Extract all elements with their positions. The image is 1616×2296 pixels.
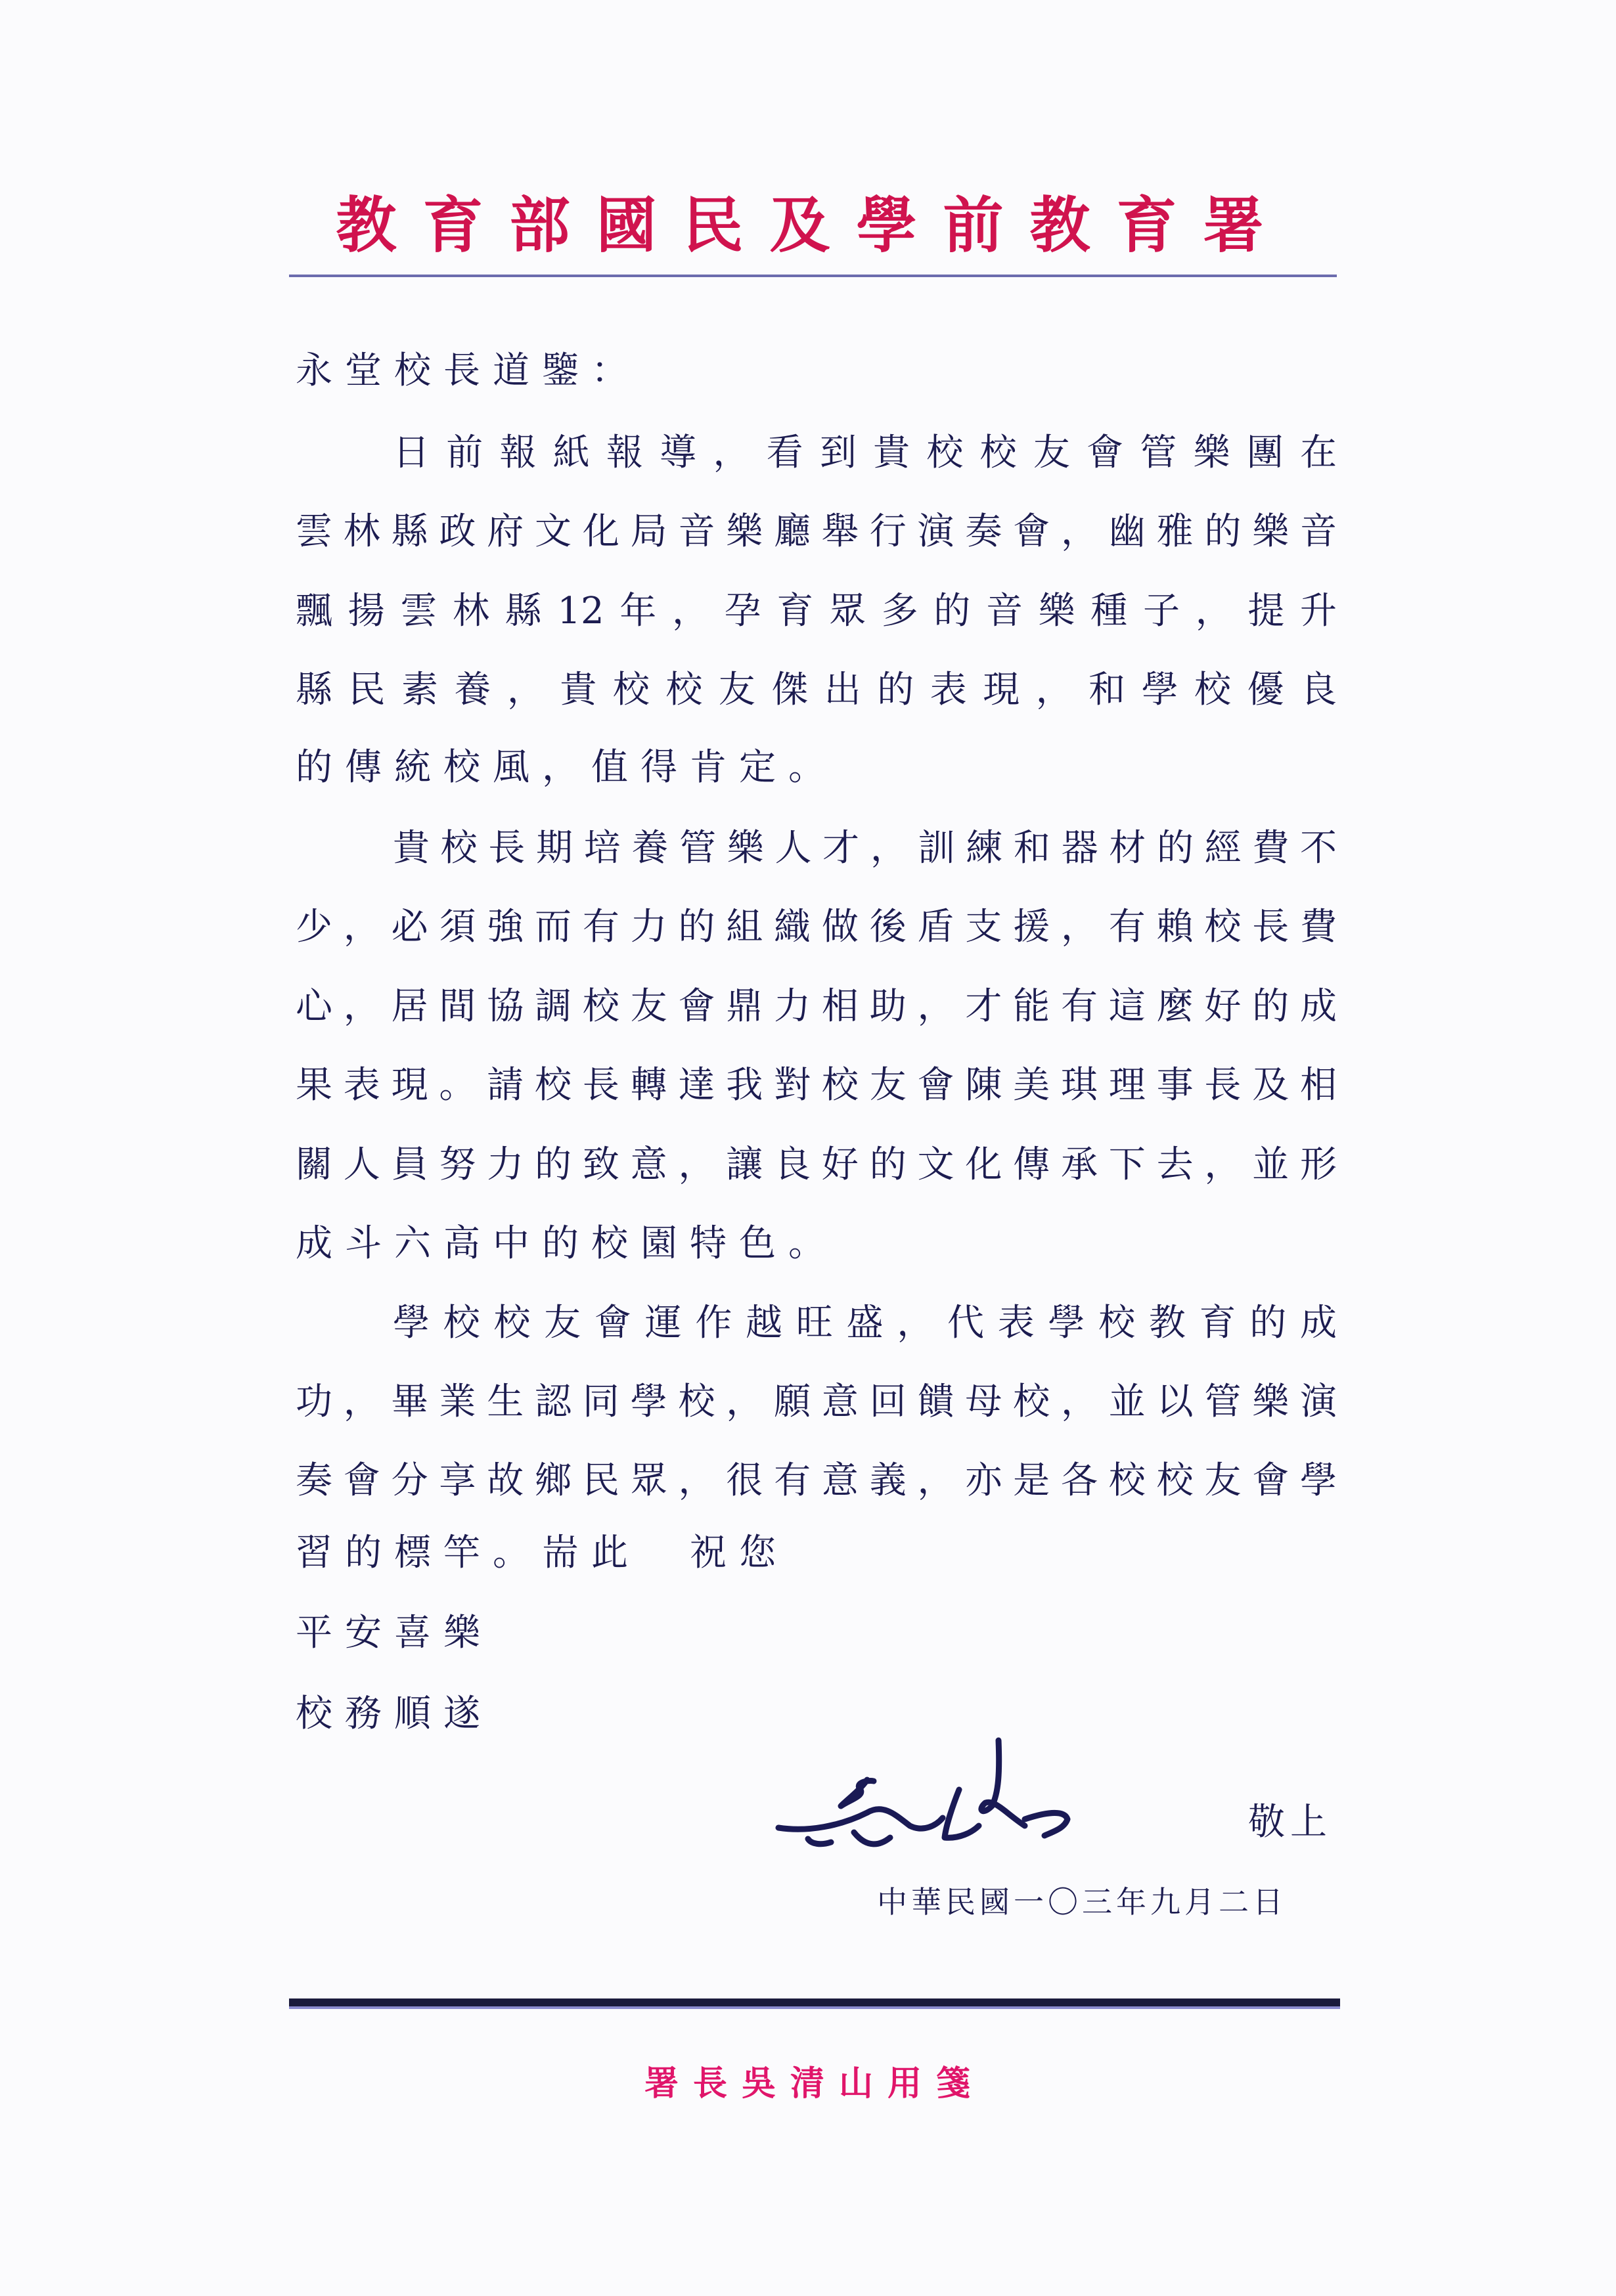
footer-divider [289, 1998, 1340, 2009]
body-line: 奏會分享故鄉民眾，很有意義，亦是各校校友會學 [296, 1459, 1337, 1502]
salutation: 永堂校長道鑒： [296, 349, 640, 392]
body-line: 雲林縣政府文化局音樂廳舉行演奏會，幽雅的樂音 [296, 510, 1337, 553]
body-line: 果表現。請校長轉達我對校友會陳美琪理事長及相 [296, 1064, 1337, 1107]
body-line: 少，必須強而有力的組織做後盾支援，有賴校長費 [296, 906, 1337, 948]
closing: 敬上 [1248, 1801, 1332, 1843]
body-line: 習的標竿。耑此 祝您 [296, 1532, 788, 1574]
letterhead-title: 教育部國民及學前教育署 [336, 190, 1290, 261]
body-line: 心，居間協調校友會鼎力相助，才能有這麼好的成 [296, 985, 1337, 1028]
body-line: 成斗六高中的校園特色。 [296, 1222, 838, 1265]
body-line: 的傳統校風，值得肯定。 [296, 746, 838, 789]
body-line: 飄揚雲林縣12年，孕育眾多的音樂種子，提升 [296, 590, 1337, 632]
header-divider [289, 275, 1337, 277]
body-line: 功，畢業生認同學校，願意回饋母校，並以管樂演 [296, 1380, 1337, 1423]
body-line: 學校校友會運作越旺盛，代表學校教育的成 [393, 1302, 1337, 1344]
body-line: 日前報紙報導，看到貴校校友會管樂團在 [393, 431, 1337, 474]
body-line: 貴校長期培養管樂人才，訓練和器材的經費不 [393, 827, 1337, 870]
wish-line: 平安喜樂 [296, 1612, 493, 1654]
wish-line: 校務順遂 [296, 1692, 493, 1735]
handwritten-signature [769, 1734, 1228, 1852]
body-line: 關人員努力的致意，讓良好的文化傳承下去，並形 [296, 1143, 1337, 1186]
letterhead-footer: 署長吳清山用箋 [644, 2064, 985, 2104]
body-line: 縣民素養，貴校校友傑出的表現，和學校優良 [296, 669, 1337, 711]
letter-date: 中華民國一〇三年九月二日 [877, 1884, 1287, 1920]
